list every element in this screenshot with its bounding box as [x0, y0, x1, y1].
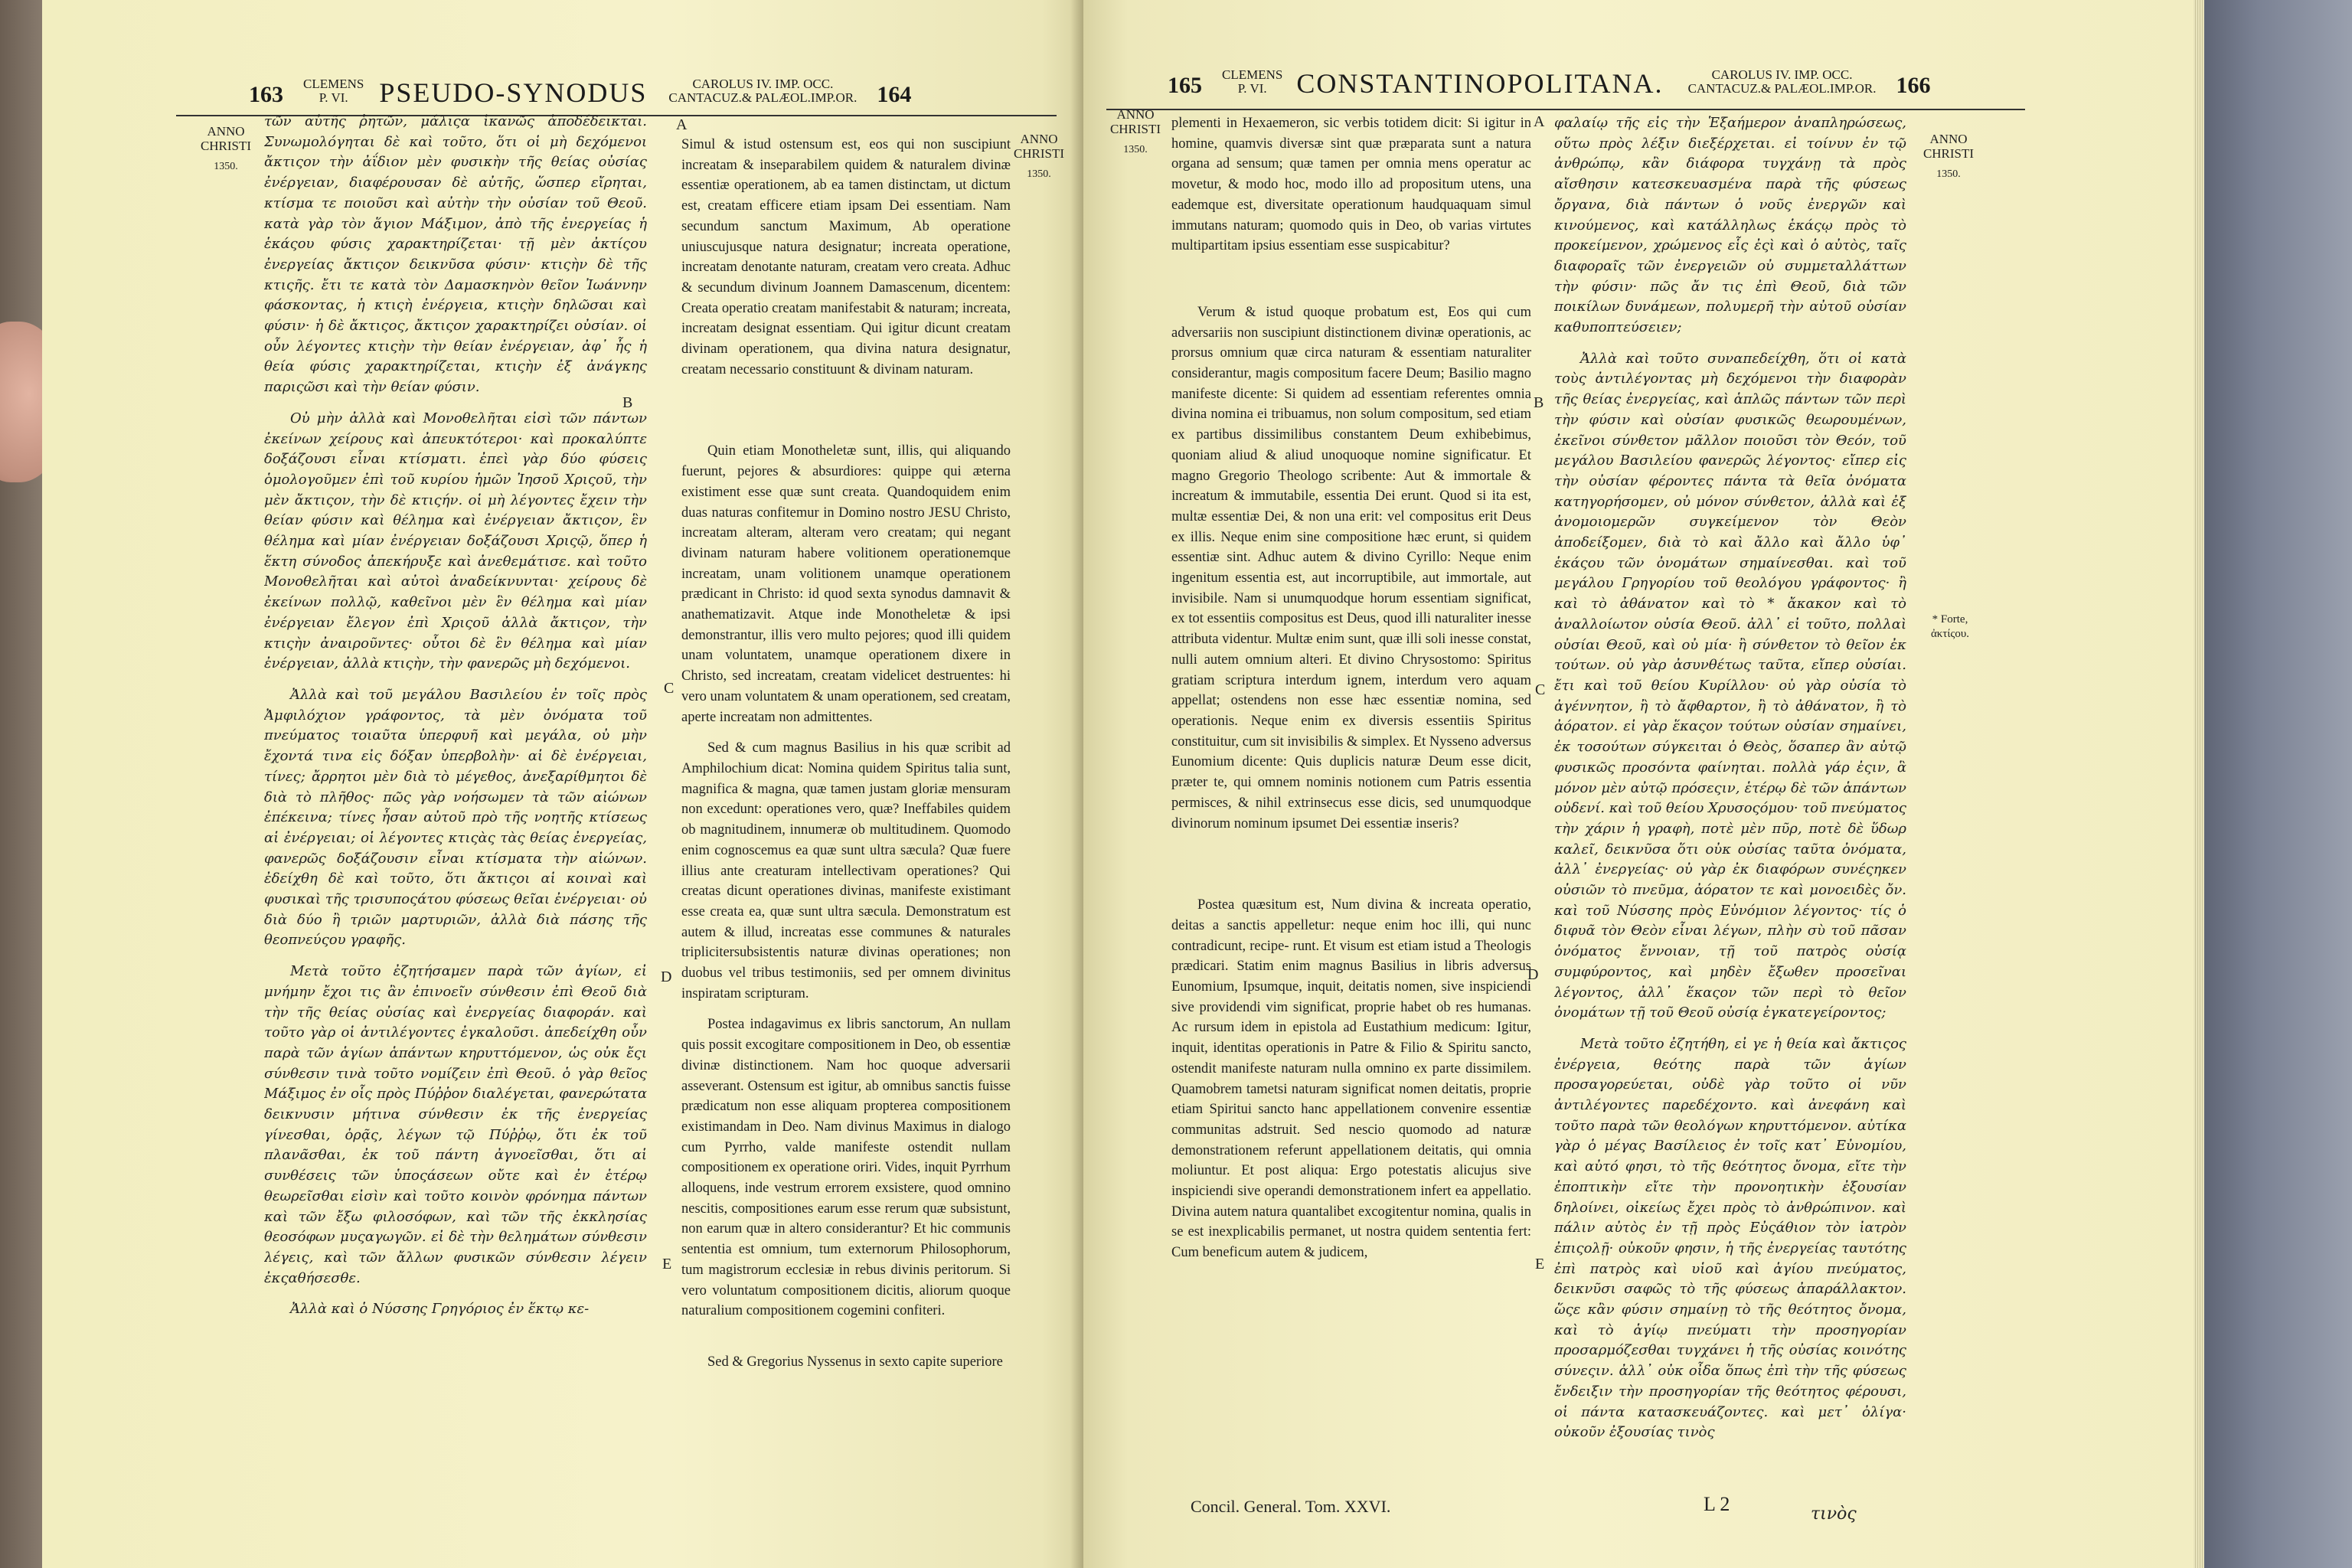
- emperor-west: CAROLUS IV. IMP. OCC.: [692, 77, 834, 91]
- pope-label: [1222, 68, 1282, 96]
- section-letter-a: A: [676, 116, 688, 133]
- greek-paragraph: Ἀλλὰ καὶ τοῦτο συναπεδείχθη, ὅτι οἱ κατὰ τοὺς ἀντιλέγοντας μὴ δεχόμενοι τὴν διαφορὰν τῆς θείας ἐνεργείας, καὶ ἁπλῶς πάντων τῶν περὶ τὴν φύσιν καὶ οὐσίαν φυσικῶς θεωρουμένων, ἐκεῖνοι σύνθετον μᾶλλον ποιοῦσι τὸν Θεόν, τοῦ μεγάλου Βασιλείου φανερῶς λέγοντος· εἴπερ εἰς τὴν οὐσίαν φέροντες πάντα τὰ θεῖα ὀνόματα κατηγορήσομεν, οὐ μόνον σύνθετον, ἀλλὰ καὶ ἐξ ἀνομοιομερῶν συγκείμενον τὸν Θεὸν ἀποδείξομεν, διὰ τὸ καὶ ἄλλο καὶ ἄλλο ὑφ᾽ ἑκάςου τῶν ὀνομάτων σημαίνεσθαι. καὶ τοῦ μεγάλου Γρηγορίου τοῦ θεολόγου γράφοντος· ἢ καὶ τὸ ἀθάνατον καὶ τὸ * ἄκακον καὶ τὸ ἀναλλοίωτον οὐσία Θεοῦ. ἀλλ᾽ εἰ τοῦτο, πολλαὶ οὐσίαι Θεοῦ, καὶ οὐ μία· ἢ σύνθετον τὸ θεῖον ἐκ τούτων. οὐ γὰρ ἀσυνθέτως ταῦτα, εἴπερ οὐσίαι. ἔτι καὶ τοῦ θείου Κυρίλλου· οὐ γὰρ οὐσία τὸ ἀγέννητον, ἢ τὸ ἄφθαρτον, ἢ τὸ ἀθάνατον, ἢ τὸ ἀόρατον. εἰ γὰρ ἕκαςον τούτων οὐσίαν σημαίνει, ἐκ τοσούτων σύγκειται ὁ Θεὸς, ὅσαπερ ἂν αὐτῷ φυσικῶς προσόντα φαίνηται. πολλὰ γάρ ἐςιν, ἃ μόνον μὲν αὐτῷ πρόσεςιν, ἑτέρῳ δὲ τῶν ἁπάντων οὐδενί. καὶ τοῦ θείου Χρυσοςόμου· τοῦ πνεύματος τὴν χάριν ἡ γραφὴ, ποτὲ μὲν πῦρ, ποτὲ δὲ ὕδωρ καλεῖ, δεικνῦσα ὅτι οὐκ οὐσίας ταῦτα ὀνόματα, ἀλλ᾽ ἐνεργείας· οὐ γὰρ ἐκ διαφόρων συνέςηκεν οὐσιῶν τὸ πνεῦμα, ἀόρατον τε καὶ μονοειδὲς ὄν. καὶ τοῦ Νύσσης πρὸς Εὐνόμιον λέγοντος· τίς ὁ διφυᾶ τὸν Θεὸν εἶναι λέγων, πλὴν σὺ τοῦ πᾶσαν ὀνόματος ἔννοιαν, τῇ τοῦ πατρὸς οὐσίᾳ συμφύροντος, καὶ μηδὲν ἔξωθεν προσεῖναι λέγοντος, ἀλλ᾽ ἕκαςον τῶν περὶ τὸ θεῖον ὀνομάτων τῇ τοῦ Θεοῦ οὐσίᾳ ἐγκατεγείροντος;: [1554, 350, 1906, 1021]
- header-rule: [1106, 109, 2025, 110]
- section-letter-b: B: [622, 394, 633, 411]
- latin-paragraph: Postea quæsitum est, Num divina & increata operatio, deitas a sanctis appelletur: neque enim hoc illi, qui nunc contradicunt, recipe- runt. Et visum est etiam istud a Theologis prædicari. Statim enim magnus Basilius in libris adversus Eunomium, Ipsumque, inquit, deitatis nomen, sive inspiciendi sive providendi vim significat, proprie habet ob res humanas. Ac rursum idem in epistola ad Eustathium medicum: Igitur, inquit, identitas operationis in Patre & Filio & Spiritu sancto, ostendit manifeste naturam nulla omnino ex parte dissimilem. Quamobrem tametsi naturam significat nomen deitatis, proprie etiam Spiritui sancto hanc appellationem convenire essentiæ communitas adstruit. Sed nescio quomodo ad naturæ demonstrationem referunt appellationem deitatis, qui omnia moliuntur. Et post aliqua: Ergo potestatis alicujus sive inspiciendi sive operandi demonstrationem infert ea appellatio. Divina autem natura quantalibet excogitentur nomina, qualis in se est inexplicabilis permanet, ut nostra quidem sententia fert: Cum beneficum autem & judicem,: [1171, 897, 1531, 1261]
- greek-paragraph: Μετὰ τοῦτο ἐζητήθη, εἰ γε ἡ θεία καὶ ἄκτιςος ἐνέργεια, θεότης παρὰ τῶν ἁγίων προσαγορεύεται, οὐδὲ γὰρ τοῦτο οἱ νῦν ἀντιλέγοντες παρεδέχοντο. καὶ ἀνεφάνη καὶ τοῦτο παρὰ τῶν θεολόγων κηρυττόμενον. αὐτίκα γὰρ ὁ μέγας Βασίλειος ἐν τοῖς κατ᾽ Εὐνομίου, καὶ αὐτό φησι, τὸ τῆς θεότητος ὄνομα, εἴτε τὴν ἐποπτικὴν εἴτε τὴν προνοητικὴν ἐξουσίαν δηλοίνει, οἰκείως ἔχει πρὸς τὸ ἀνθρώπινον. καὶ πάλιν αὐτὸς ἐν τῇ πρὸς Εὐςάθιον τὸν ἰατρὸν ἐπιςολῇ· οὐκοῦν φησιν, ἡ τῆς ἐνεργείας ταυτότης ἐπὶ πατρὸς καὶ υἱοῦ καὶ ἁγίου πνεύματος, δεικνῦσι σαφῶς τὸ τῆς φύσεως ἀπαράλλακτον. ὥςε κἂν φύσιν σημαίνῃ τὸ τῆς θεότητος ὄνομα, καὶ τὸ ἁγίῳ πνεύματι τὴν προσηγορίαν προσαρμόζεσθαι τυγχάνει ἡ τῆς οὐσίας κοινότης σύνεςιν. ἀλλ᾽ οὐκ οἶδα ὅπως ἐπὶ τὴν τῆς φύσεως ἔνδειξιν τὴν προσηγορίαν τῆς θεότητος φέρουσι, οἱ πάντα κατασκευάζοντες. καὶ μετ᾽ ὀλίγα· οὐκοῦν ἐξουσίας τινὸς: [1554, 1035, 1906, 1441]
- pope-name: CLEMENS: [1222, 67, 1283, 82]
- anno-christi-right: [1918, 132, 1979, 181]
- latin-paragraph: Sed & cum magnus Basilius in his quæ scribit ad Amphilochium dicat: Nomina quidem Spiritus talia sunt, magnifica & magna, quæ tamen justam gloriæ mensuram non excedunt: operationes vero, quæ? Ineffabiles quidem ob magnitudinem, innumeræ ob multitudinem. Quomodo enim cognoscemus ea quæ sunt ultra sæcula? Quæ fuere illius ante creaturam intellectivam operationes? Qui creatas dicunt operationes divinas, manifeste existimant esse creata ea, quæ sunt ultra sæcula. Demonstratum est autem & illud, increatas esse communes & naturales triplicitersubsistentis naturæ divinas operationes; non duobus vel tribus testimoniis, sed per omnem divinitus inspiratam scripturam.: [681, 740, 1011, 1001]
- running-title: PSEUDO-SYNODUS: [379, 77, 648, 108]
- left-page-header: [249, 77, 911, 115]
- section-letter-e: E: [662, 1256, 672, 1272]
- year-label: 1350.: [1123, 144, 1148, 155]
- year-label: 1350.: [1027, 168, 1051, 180]
- signature-mark: L 2: [1704, 1493, 1730, 1515]
- page-number-163: 163: [249, 82, 283, 107]
- catchword: τινὸς: [1811, 1504, 1857, 1524]
- page-number-165: 165: [1168, 73, 1202, 98]
- page-number-166: 166: [1896, 73, 1931, 98]
- anno-label: ANNO: [1929, 132, 1968, 146]
- latin-column: [681, 135, 1011, 1513]
- christi-label: CHRISTI: [1013, 146, 1065, 161]
- section-letter-d: D: [1527, 966, 1539, 983]
- anno-christi-left: [195, 124, 256, 174]
- latin-paragraph: Quin etiam Monotheletæ sunt, illis, qui aliquando fuerunt, pejores & absurdiores: quippe qui æterna existiment esse quæ sunt creata. Quandoquidem enim duas naturas confitemur in Domino nostro JESU Christo, increatam alteram, alteram vero creatam; qui negant divinam naturam habere volitionem operationemque increatam, unam volitionem unamque operationem prædicant in Christo: id quod sexta synodus damnavit & anathematizavit. Atque inde Monotheletæ & ipsi demonstrantur, illis vero multo pejores; quod illi quidem unam voluntatem, unamque operationem dixere in Christo, sed increatam, creatam videlicet destruentes: hi vero unam voluntatem & unam operationem, sed creatam, aperte increatam non admittentes.: [681, 443, 1011, 725]
- pope-number: P. VI.: [318, 90, 348, 105]
- year-label: 1350.: [1936, 168, 1961, 180]
- pope-name: CLEMENS: [303, 77, 364, 91]
- footer-volume: Concil. General. Tom. XXVI.: [1191, 1497, 1391, 1516]
- latin-paragraph: Simul & istud ostensum est, eos qui non suscipiunt increatam & inseparabilem quidem & naturalem divinæ essentiæ operationem, ab ea tamen distinctam, ut dictum est, creatam efficere etiam ipsam Dei essentiam. Nam secundum sanctum Maximum, Ab operatione uniuscujusque natura designatur; increata operatione, increatam denotante naturam, creatam vero creata. Adhuc & secundum divinum Joannem Damascenum, dicentem: Creata operatio creatam manifestabit & naturam; increata, increatam designat essentiam. Qui igitur dicunt creatam divinam operationem, qua divina natura designatur, creatam necessario constituunt & divinam naturam.: [681, 137, 1011, 377]
- background-right: [2195, 0, 2352, 1568]
- greek-paragraph: Μετὰ τοῦτο ἐζητήσαμεν παρὰ τῶν ἁγίων, εἰ μνήμην ἔχοι τις ἂν ἐπινοεῖν σύνθεσιν ἐπὶ Θεοῦ διὰ τὴν τῆς θείας οὐσίας καὶ ἐνεργείας διαφοράν. καὶ τοῦτο γὰρ οἱ ἀντιλέγοντες ἐγκαλοῦσι. ἀπεδείχθη οὖν παρὰ τῶν ἁγίων ἁπάντων κηρυττόμενον, ὡς οὐκ ἔςι σύνθεσιν τινὰ τοῦτο νομίζειν ἐπὶ Θεοῦ. ὁ γὰρ θεῖος Μάξιμος ἐν οἷς πρὸς Πύῤῥον διαλέγεται, φανερώτατα δεικνυσιν μήτινα σύνθεσιν ἐκ τῆς ἐνεργείας γίνεσθαι, ὁρᾷς, λέγων τῷ Πύῤῥῳ, ὅτι ἐκ τοῦ πλανᾶσθαι, ἐκ τοῦ πάντη ἀγνοεῖσθαι, ὅτι αἱ συνθέσεις τῶν ὑποςάσεων οὔτε καὶ ἐν ἑτέρῳ θεωρεῖσθαι εἰσὶν καὶ τοῦτο κοινὸν φρόνημα πάντων καὶ τῶν ἔξω φιλοσόφων, καὶ τῶν τῆς ἐκκλησίας θεοσόφων μυςαγωγῶν. εἰ δὲ τὴν θελημάτων σύνθεσιν λέγεις, καὶ τῶν ἄλλων φυσικῶν σύνθεσιν λέγειν ἐκςαθήσεσθε.: [264, 963, 647, 1286]
- left-page: [42, 0, 1083, 1568]
- right-page-header: [1168, 67, 1931, 106]
- section-letter-e: E: [1535, 1256, 1545, 1272]
- greek-column: [264, 112, 647, 1505]
- side-note-forte: * Forte, ἀκτίςου.: [1930, 613, 1970, 640]
- right-page: [1083, 0, 2195, 1568]
- anno-label: ANNO: [1020, 132, 1058, 146]
- latin-paragraph: Sed & Gregorius Nyssenus in sexto capite superiore: [707, 1354, 1003, 1370]
- year-label: 1350.: [214, 161, 238, 172]
- page-block-edge: [2194, 0, 2204, 1568]
- greek-paragraph: Οὐ μὴν ἀλλὰ καὶ Μονοθελῆται εἰσὶ τῶν πάντων ἐκείνων χείρους καὶ ἀπευκτότεροι· καὶ προκαλύπτε δοξάζουσι εἶναι κτίσματι. ἐπεὶ γὰρ δύο φύσεις ὁμολογοῦμεν ἐπὶ τοῦ κυρίου ἡμῶν Ἰησοῦ Χριςοῦ, τὴν μὲν ἄκτιςον, τὴν δὲ κτιςήν. οἱ μὴ λέγοντες ἔχειν τὴν θείαν φύσιν καὶ θέλημα καὶ ἐνέργειαν ἄκτιςον, ἓν θέλημα καὶ μίαν ἐνέργειαν δοξάζουσι Χριςῷ, ὅπερ ἡ ἕκτη σύνοδος ἀπεκήρυξε καὶ ἀνεθεμάτισε. καὶ τοῦτο Μονοθελῆται καὶ αὐτοὶ ἀναδείκνυνται· χείρους δὲ ἐκείνων πολλῷ, καθεῖνοι μὲν ἓν θέλημα καὶ μίαν ἐνέργειαν ἔλεγον ἐπὶ Χριςοῦ ἀλλὰ ἄκτιςον, τὴν κτιςὴν ἀναιροῦντες· οὗτοι δὲ ἓν θέλημα καὶ μίαν ἐνέργειαν, ἀλλὰ κτιςὴν, τὴν φανερῶς μὴ δεχόμενοι.: [264, 410, 647, 672]
- christi-label: CHRISTI: [1922, 146, 1975, 161]
- pope-number: P. VI.: [1237, 81, 1267, 96]
- greek-paragraph: φαλαίῳ τῆς εἰς τὴν Ἑξαήμερον ἀναπληρώσεως, οὕτω πρὸς λέξιν διεξέρχεται. εἰ τοίνυν ἐν τῷ ἀνθρώπῳ, κἂν διάφορα τυγχάνῃ τὰ πρὸς αἴσθησιν κατεσκευασμένα παρὰ τῆς φύσεως ὄργανα, διὰ πάντων ὁ νοῦς ἐνεργῶν καὶ κινούμενος, καὶ κατάλληλως ἑκάςῳ πρὸς τὸ προκείμενον, χρώμενος εἷς ἐςὶ καὶ ὁ αὐτὸς, ταῖς διαφοραῖς τῶν ἐνεργειῶν οὐ συμμεταλλάττων τὴν φύσιν· πῶς ἄν τις ἐπὶ Θεοῦ, διὰ τῶν ποικίλων δυνάμεων, πολυμερῆ τὴν αὐτοῦ οὐσίαν καθυποπτεύσειεν;: [1554, 115, 1906, 336]
- greek-paragraph: Ἀλλὰ καὶ τοῦ μεγάλου Βασιλείου ἐν τοῖς πρὸς Ἀμφιλόχιον γράφοντος, τὰ μὲν ὀνόματα τοῦ πνεύματος τοιαῦτα ὑπερφυῆ καὶ μεγάλα, οὐ μὴν ἔχοντά τινα εἰς δόξαν ὑπερβολὴν· αἱ δὲ ἐνέργειαι, τίνες; ἄρρητοι μὲν διὰ τὸ μέγεθος, ἀνεξαρίθμητοι δὲ διὰ τὸ πλῆθος· πῶς γὰρ νοήσωμεν τὰ τῶν αἰώνων ἐπέκεινα; τίνες ἦσαν αὐτοῦ πρὸ τῆς νοητῆς κτίσεως αἱ ἐνέργειαι; οἱ λέγοντες κτιςὰς τὰς θείας ἐνεργείας, φανερῶς δοξάζουσιν εἶναι κτίσματα τὴν αἰώνων. ἐδείχθη δὲ καὶ τοῦτο, ὅτι ἄκτιςοι αἱ κοιναὶ καὶ φυσικαὶ τῆς τρισυποςάτου φύσεως θεῖαι ἐνέργειαι· οὐ διὰ δύο ἢ τριῶν μαρτυριῶν, ἀλλὰ διὰ πάσης τῆς θεοπνεύςου γραφῆς.: [264, 686, 647, 949]
- background-left: [0, 0, 46, 1568]
- emperor-west: CAROLUS IV. IMP. OCC.: [1711, 67, 1853, 82]
- emperor-label: [1688, 68, 1877, 96]
- latin-paragraph: Verum & istud quoque probatum est, Eos qui cum adversariis non suscipiunt distinctionem divinæ operationis, ac prorsus omnium quæ circa naturam & essentiam naturaliter considerantur, magis compositum facere Deum; Basilio magno manifeste dicente: Si quidem ad essentiam referentes omnia divina nomina ei tribuamus, non solum compositum, sed etiam ex partibus dissimilibus constantem Deum exhibebimus, quoniam aliud & aliud unoquoque nomine significatur. Et magno Gregorio Theologo scribente: Aut & immortale & increatum & immutabile, essentia Dei erunt. Quod si ita est, multæ essentiæ Dei, & non una erit: vel compositus erit Deus ex illis. Neque enim sine compositione hæc erunt, si quidem essentiæ sint. Adhuc autem & divino Cyrillo: Neque enim ingenitum essentia est, aut incorruptibile, aut immortale, aut invisibile. Nam si unumquodque horum essentiam significat, ex tot essentiis compositus est Deus, quod illi naturaliter inesse attributa videntur. Multæ enim sunt, quæ illi soli inesse constat, nulli autem omnium alteri. Et divino Chrysostomo: Spiritus gratiam scriptura interdum ignem, interdum vero aquam appellat; ostendens non esse hæc essentiæ nomina, sed operationis. Neque enim ex diversis essentiis Spiritus constituitur, cum sit invisibilis & simplex. Et Nysseno adversus Eunomium dicente: Quis duplicis naturæ Deum esse dicit, præter te, qui omnem nominis notionem cum Patris essentia permisces, & nihil extrinsecus esse dicis, sed unumquodque divinorum nominum ipsumet Dei essentiæ inseris?: [1171, 304, 1531, 831]
- section-letter-d: D: [661, 969, 672, 985]
- pope-label: [303, 77, 364, 105]
- emperor-east: CANTACUZ.& PALÆOL.IMP.OR.: [1687, 81, 1877, 96]
- anno-label: ANNO: [1116, 107, 1155, 122]
- running-title: CONSTANTINOPOLITANA.: [1296, 68, 1664, 99]
- section-letter-c: C: [1535, 681, 1546, 698]
- latin-paragraph: Postea indagavimus ex libris sanctorum, An nullam quis possit excogitare compositionem in Deo, ob essentiæ divinæ distinctionem. Nam hoc quoque adversarii asseverant. Ostensum est igitur, ab omnibus sanctis fuisse prædicatum non esse aliquam propterea compositionem existimandam in Deo. Nam divinus Maximus in dialogo cum Pyrrho, valde manifeste ostendit nullam compositionem ex operatione oriri. Vides, inquit Pyrrhum alloquens, inde vestrum errorem exsistere, quod omnino nescitis, compositiones earum esse rerum quæ subsistunt, non earum quæ in altero considerantur? Et hic communis sententia est omnium, tum externorum Philosophorum, tum magistrorum ecclesiæ in rebus divinis peritorum. Si vero voluntatum compositionem dicitis, aliorum quoque naturalium compositionem cogemini confiteri.: [681, 1017, 1011, 1319]
- christi-label: CHRISTI: [200, 139, 252, 153]
- greek-paragraph: Ἀλλὰ καὶ ὁ Νύσσης Γρηγόριος ἐν ἕκτῳ κε-: [290, 1301, 590, 1318]
- greek-column: [1554, 113, 1906, 1514]
- section-letter-a: A: [1534, 113, 1545, 130]
- christi-label: CHRISTI: [1109, 122, 1161, 136]
- latin-column: [1171, 113, 1531, 1507]
- emperor-east: CANTACUZ.& PALÆOL.IMP.OR.: [668, 90, 858, 105]
- anno-christi-left: [1105, 107, 1166, 157]
- section-letter-c: C: [664, 680, 675, 697]
- section-letter-b: B: [1534, 394, 1544, 411]
- page-number-164: 164: [877, 82, 912, 107]
- anno-label: ANNO: [207, 124, 245, 139]
- emperor-label: [668, 77, 857, 105]
- greek-paragraph: τῶν αὐτῆς ῥητῶν, μάλιςα ἱκανῶς ἀποδέδεικται. Συνωμολόγηται δὲ καὶ τοῦτο, ὅτι οἱ μὴ δεχόμενοι ἄκτιςον τὴν ἀΐδιον μὲν φυσικὴν τῆς θείας οὐσίας ἐνέργειαν, διαφέρουσαν δὲ αὐτῆς, ὥσπερ εἴρηται, κτίσμα τε ποιοῦσι καὶ αὐτὴν τὴν οὐσίαν τοῦ Θεοῦ. κατὰ γὰρ τὸν ἅγιον Μάξιμον, ἀπὸ τῆς ἐνεργείας ἡ ἑκάςου φύσις χαρακτηρίζεται· τῇ μὲν ἀκτίςου ἐνεργείας ἄκτιςον δεικνῦσα φύσιν· κτιςὴν δὲ τῆς κτιςῆς. ἔτι τε κατὰ τὸν Δαμασκηνὸν θεῖον Ἰωάννην φάσκοντας, ἡ κτιςὴ ἐνέργεια, κτιςὴν δηλῶσαι καὶ φύσιν· ἡ δὲ ἄκτιςος, ἄκτιςον χαρακτηρίζει οὐσίαν. οἱ οὖν λέγοντες κτιςὴν τὴν θείαν ἐνέργειαν, ἀφ᾽ ἧς ἡ θεία φύσις χαρακτηρίζεται, κτιςὴν ἐξ ἀνάγκης παριςῶσι καὶ τὴν θείαν φύσιν.: [264, 113, 647, 396]
- latin-paragraph: plementi in Hexaemeron, sic verbis totidem dicit: Si igitur in homine, quamvis diversæ sint quæ præparata sunt a natura organa ad sensum; quæ tamen per omnia mens operatur ac movetur, & modo hoc, modo illo ad propositum utens, una eademque est, diversitate operationum haudquaquam simul immutans naturam; quomodo quis in Deo, ob varias virtutes multipartitam ipsius essentiam esse suspicabitur?: [1171, 116, 1531, 254]
- anno-christi-mid: [1008, 132, 1070, 181]
